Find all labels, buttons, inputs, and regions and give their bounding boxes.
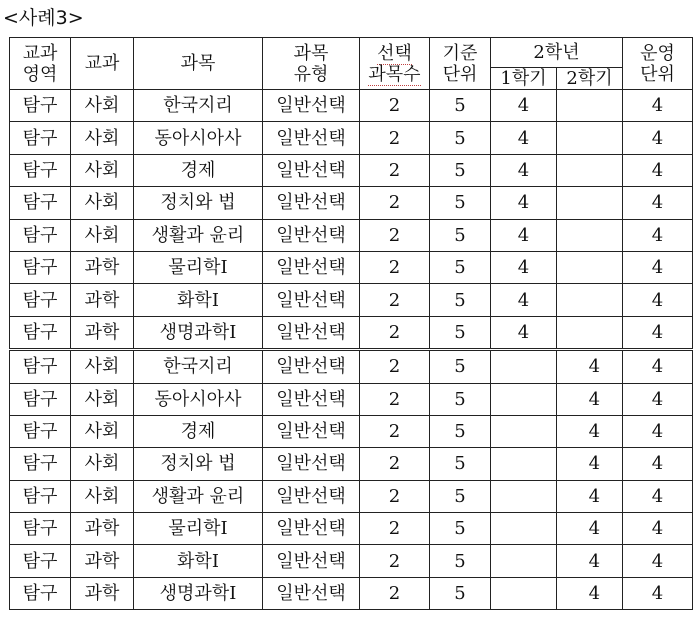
cell-sem2-units: 4 (557, 383, 623, 415)
cell-operating-units: 4 (623, 219, 693, 251)
cell-area: 탐구 (10, 316, 71, 349)
cell-sem1-units (491, 383, 557, 415)
cell-operating-units: 4 (623, 284, 693, 316)
cell-operating-units: 4 (623, 90, 693, 122)
cell-course: 생활과 윤리 (134, 219, 263, 251)
cell-sem2-units (557, 316, 623, 349)
cell-subject: 사회 (71, 383, 134, 415)
cell-course-type: 일반선택 (263, 154, 360, 186)
header-area: 교과 영역 (10, 38, 71, 90)
cell-subject: 사회 (71, 350, 134, 383)
cell-subject: 사회 (71, 480, 134, 512)
cell-sem1-units: 4 (491, 187, 557, 219)
cell-sem2-units (557, 122, 623, 154)
table-row (10, 122, 693, 154)
cell-subject: 과학 (71, 513, 134, 545)
cell-course: 경제 (134, 415, 263, 447)
cell-subject: 과학 (71, 251, 134, 283)
cell-sem1-units: 4 (491, 284, 557, 316)
cell-area: 탐구 (10, 383, 71, 415)
cell-course-type: 일반선택 (263, 251, 360, 283)
cell-operating-units: 4 (623, 480, 693, 512)
cell-operating-units: 4 (623, 350, 693, 383)
cell-area: 탐구 (10, 122, 71, 154)
cell-sem2-units: 4 (557, 513, 623, 545)
caption-label: <사례3> (3, 7, 84, 29)
cell-sem1-units: 4 (491, 90, 557, 122)
table-row (10, 350, 693, 383)
cell-subject: 과학 (71, 284, 134, 316)
cell-course: 정치와 법 (134, 187, 263, 219)
cell-subject: 사회 (71, 187, 134, 219)
cell-course: 화학Ⅰ (134, 545, 263, 577)
cell-sem2-units (557, 154, 623, 186)
cell-base-units: 5 (430, 154, 491, 186)
cell-operating-units: 4 (623, 251, 693, 283)
cell-sem2-units (557, 90, 623, 122)
header-grade2: 2학년 (491, 38, 623, 68)
cell-sem2-units (557, 284, 623, 316)
cell-course: 한국지리 (134, 90, 263, 122)
cell-elective-count: 2 (360, 251, 430, 283)
cell-sem1-units: 4 (491, 219, 557, 251)
cell-sem1-units (491, 577, 557, 609)
cell-area: 탐구 (10, 513, 71, 545)
cell-base-units: 5 (430, 219, 491, 251)
cell-course: 동아시아사 (134, 122, 263, 154)
cell-area: 탐구 (10, 154, 71, 186)
cell-base-units: 5 (430, 545, 491, 577)
cell-course: 물리학Ⅰ (134, 513, 263, 545)
cell-course: 한국지리 (134, 350, 263, 383)
table-row (10, 448, 693, 480)
cell-sem1-units (491, 480, 557, 512)
cell-operating-units: 4 (623, 122, 693, 154)
cell-base-units: 5 (430, 383, 491, 415)
cell-base-units: 5 (430, 251, 491, 283)
cell-base-units: 5 (430, 284, 491, 316)
cell-sem2-units: 4 (557, 350, 623, 383)
cell-area: 탐구 (10, 187, 71, 219)
cell-course: 동아시아사 (134, 383, 263, 415)
cell-course: 경제 (134, 154, 263, 186)
cell-base-units: 5 (430, 448, 491, 480)
header-base-units: 기준 단위 (430, 38, 491, 90)
cell-operating-units: 4 (623, 154, 693, 186)
cell-elective-count: 2 (360, 90, 430, 122)
cell-sem2-units (557, 219, 623, 251)
header-operating-units: 운영 단위 (623, 38, 693, 90)
cell-sem1-units: 4 (491, 122, 557, 154)
cell-course-type: 일반선택 (263, 448, 360, 480)
cell-base-units: 5 (430, 415, 491, 447)
header-sem1: 1학기 (491, 68, 557, 90)
cell-operating-units: 4 (623, 448, 693, 480)
cell-sem1-units (491, 513, 557, 545)
cell-course-type: 일반선택 (263, 219, 360, 251)
cell-sem1-units (491, 545, 557, 577)
cell-area: 탐구 (10, 480, 71, 512)
cell-subject: 과학 (71, 545, 134, 577)
table-row (10, 187, 693, 219)
cell-elective-count: 2 (360, 187, 430, 219)
cell-elective-count: 2 (360, 383, 430, 415)
table-row (10, 545, 693, 577)
cell-operating-units: 4 (623, 415, 693, 447)
cell-operating-units: 4 (623, 577, 693, 609)
cell-area: 탐구 (10, 251, 71, 283)
cell-course: 생명과학Ⅰ (134, 577, 263, 609)
cell-sem2-units: 4 (557, 545, 623, 577)
cell-sem1-units (491, 448, 557, 480)
cell-operating-units: 4 (623, 383, 693, 415)
cell-elective-count: 2 (360, 545, 430, 577)
cell-elective-count: 2 (360, 513, 430, 545)
cell-course-type: 일반선택 (263, 383, 360, 415)
header-elective-count: 선택 과목수 (360, 38, 430, 90)
header-subject: 교과 (71, 38, 134, 90)
cell-elective-count: 2 (360, 480, 430, 512)
cell-subject: 과학 (71, 316, 134, 349)
table-row (10, 316, 693, 349)
cell-area: 탐구 (10, 545, 71, 577)
header-course: 과목 (134, 38, 263, 90)
cell-subject: 사회 (71, 154, 134, 186)
table-row (10, 577, 693, 609)
cell-area: 탐구 (10, 415, 71, 447)
cell-subject: 사회 (71, 90, 134, 122)
table-row (10, 251, 693, 283)
cell-elective-count: 2 (360, 122, 430, 154)
cell-course-type: 일반선택 (263, 316, 360, 349)
header-course-type: 과목 유형 (263, 38, 360, 90)
cell-subject: 사회 (71, 122, 134, 154)
cell-course-type: 일반선택 (263, 122, 360, 154)
cell-operating-units: 4 (623, 187, 693, 219)
cell-sem1-units (491, 415, 557, 447)
cell-sem1-units: 4 (491, 316, 557, 349)
table-row (10, 383, 693, 415)
cell-course-type: 일반선택 (263, 284, 360, 316)
cell-elective-count: 2 (360, 219, 430, 251)
cell-sem2-units: 4 (557, 448, 623, 480)
cell-course: 물리학Ⅰ (134, 251, 263, 283)
cell-course-type: 일반선택 (263, 577, 360, 609)
cell-elective-count: 2 (360, 350, 430, 383)
cell-base-units: 5 (430, 90, 491, 122)
cell-course: 생명과학Ⅰ (134, 316, 263, 349)
table-row (10, 513, 693, 545)
cell-sem2-units: 4 (557, 577, 623, 609)
cell-course-type: 일반선택 (263, 90, 360, 122)
cell-sem2-units: 4 (557, 415, 623, 447)
table-row (10, 219, 693, 251)
cell-course-type: 일반선택 (263, 480, 360, 512)
cell-elective-count: 2 (360, 284, 430, 316)
header-sem2: 2학기 (557, 68, 623, 90)
cell-sem2-units: 4 (557, 480, 623, 512)
cell-area: 탐구 (10, 284, 71, 316)
cell-operating-units: 4 (623, 316, 693, 349)
cell-sem2-units (557, 187, 623, 219)
cell-elective-count: 2 (360, 154, 430, 186)
course-table (9, 37, 693, 610)
cell-course: 화학Ⅰ (134, 284, 263, 316)
cell-base-units: 5 (430, 480, 491, 512)
cell-course-type: 일반선택 (263, 545, 360, 577)
cell-sem2-units (557, 251, 623, 283)
cell-base-units: 5 (430, 350, 491, 383)
cell-elective-count: 2 (360, 577, 430, 609)
cell-base-units: 5 (430, 577, 491, 609)
cell-elective-count: 2 (360, 415, 430, 447)
cell-area: 탐구 (10, 90, 71, 122)
cell-subject: 사회 (71, 415, 134, 447)
cell-course-type: 일반선택 (263, 415, 360, 447)
table-row (10, 154, 693, 186)
cell-course: 생활과 윤리 (134, 480, 263, 512)
cell-subject: 사회 (71, 219, 134, 251)
cell-area: 탐구 (10, 448, 71, 480)
cell-subject: 사회 (71, 448, 134, 480)
table-row (10, 284, 693, 316)
cell-base-units: 5 (430, 187, 491, 219)
table-row (10, 415, 693, 447)
cell-operating-units: 4 (623, 545, 693, 577)
table-row (10, 480, 693, 512)
cell-course: 정치와 법 (134, 448, 263, 480)
cell-elective-count: 2 (360, 316, 430, 349)
cell-area: 탐구 (10, 577, 71, 609)
cell-area: 탐구 (10, 219, 71, 251)
cell-course-type: 일반선택 (263, 350, 360, 383)
cell-elective-count: 2 (360, 448, 430, 480)
cell-sem1-units: 4 (491, 251, 557, 283)
cell-base-units: 5 (430, 513, 491, 545)
cell-sem1-units: 4 (491, 154, 557, 186)
cell-course-type: 일반선택 (263, 187, 360, 219)
cell-base-units: 5 (430, 122, 491, 154)
cell-subject: 과학 (71, 577, 134, 609)
cell-sem1-units (491, 350, 557, 383)
cell-course-type: 일반선택 (263, 513, 360, 545)
cell-area: 탐구 (10, 350, 71, 383)
table-row (10, 90, 693, 122)
cell-operating-units: 4 (623, 513, 693, 545)
cell-base-units: 5 (430, 316, 491, 349)
